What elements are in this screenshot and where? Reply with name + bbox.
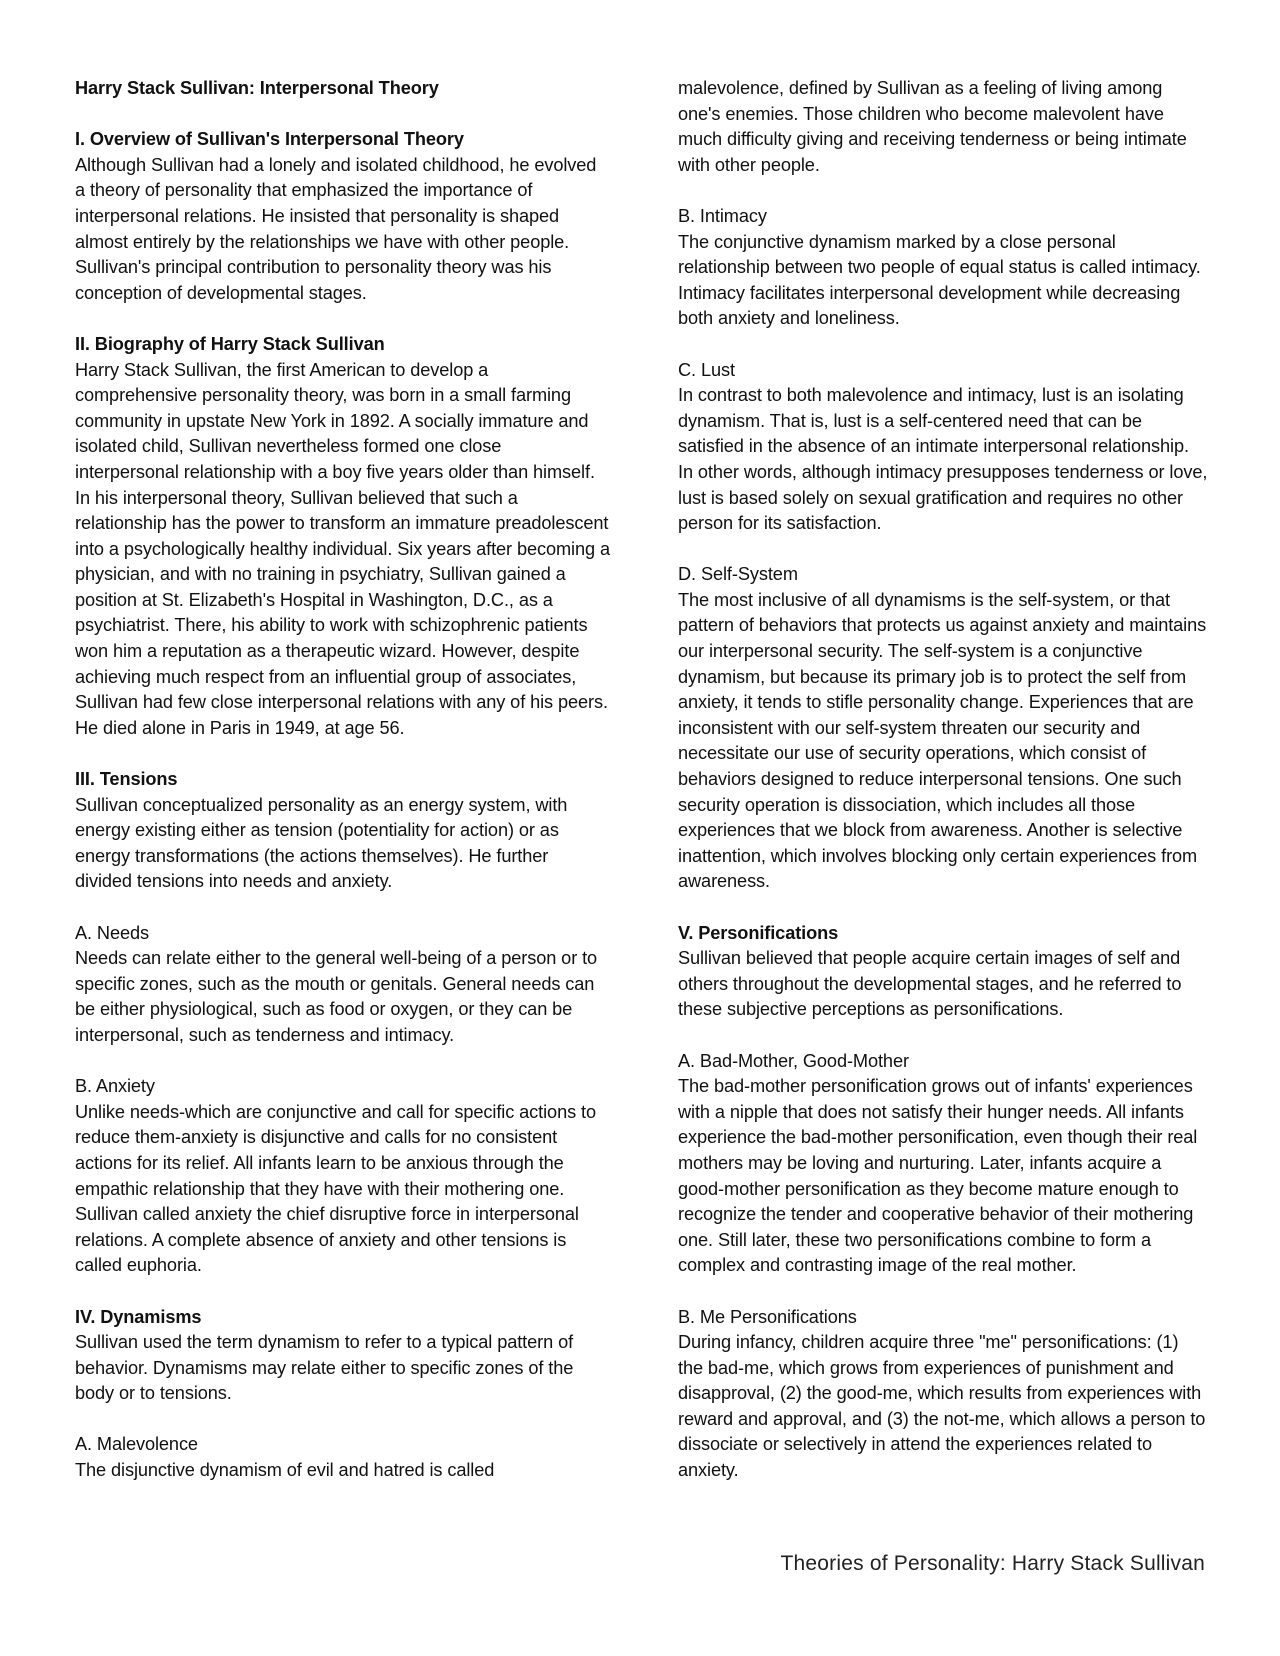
subsection-heading: B. Intimacy bbox=[678, 205, 767, 226]
section-overview bbox=[75, 127, 610, 306]
subsection-heading: D. Self-System bbox=[678, 564, 798, 585]
section-text: Although Sullivan had a lonely and isolated childhood, he evolved a theory of personality that emphasized the importance of interpersonal relations. He insisted that personality is shaped almost entirely by the relationships we have with other people. Sullivan's principal contribution to personality theory was his conception of developmental stages. bbox=[75, 154, 597, 303]
section-text: Sullivan believed that people acquire certain images of self and others throughout the developmental stages, and he referred to these subjective perceptions as personifications. bbox=[678, 948, 1182, 1020]
section-heading: IV. Dynamisms bbox=[75, 1306, 202, 1327]
subsection-anxiety bbox=[75, 1074, 610, 1279]
page-footer: Theories of Personality: Harry Stack Sullivan bbox=[780, 1552, 1205, 1575]
subsection-heading: B. Anxiety bbox=[75, 1076, 155, 1097]
section-text: Sullivan conceptualized personality as an energy system, with energy existing either as tension (potentiality for action) or as energy transformations (the actions themselves). He further divided tensions into needs and anxiety. bbox=[75, 794, 568, 892]
document-title: Harry Stack Sullivan: Interpersonal Theory bbox=[75, 78, 439, 98]
right-column bbox=[678, 76, 1208, 1509]
subsection-heading: A. Malevolence bbox=[75, 1434, 198, 1455]
section-text: During infancy, children acquire three "me" personifications: (1) the bad-me, which grows from experiences of punishment and disapproval, (2) the good-me, which results from experiences with reward and approval, and (3) the not-me, which allows a person to dissociate or selectively in attend the experiences related to anxiety. bbox=[678, 1332, 1206, 1481]
section-heading: II. Biography of Harry Stack Sullivan bbox=[75, 333, 385, 354]
subsection-lust bbox=[678, 358, 1208, 537]
section-text: Sullivan used the term dynamism to refer to a typical pattern of behavior. Dynamisms may relate either to specific zones of the body or to tensions. bbox=[75, 1332, 574, 1404]
section-heading: I. Overview of Sullivan's Interpersonal Theory bbox=[75, 129, 464, 150]
subsection-self-system bbox=[678, 562, 1208, 895]
section-text: Needs can relate either to the general well-being of a person or to specific zones, such as the mouth or genitals. General needs can be either physiological, such as food or oxygen, or they can be interpersonal, such as tenderness and intimacy. bbox=[75, 948, 598, 1045]
section-text: The disjunctive dynamism of evil and hatred is called bbox=[75, 1460, 495, 1481]
section-heading: III. Tensions bbox=[75, 769, 178, 790]
section-personifications bbox=[678, 921, 1208, 1023]
section-biography bbox=[75, 332, 610, 742]
section-dynamisms bbox=[75, 1305, 610, 1407]
subsection-malevolence-continued bbox=[678, 76, 1208, 178]
subsection-heading: A. Bad-Mother, Good-Mother bbox=[678, 1050, 909, 1071]
subsection-intimacy bbox=[678, 204, 1208, 332]
section-heading: V. Personifications bbox=[678, 922, 839, 943]
section-text: malevolence, defined by Sullivan as a feeling of living among one's enemies. Those children who become malevolent have much difficulty giving and receiving tenderness or being intimate with other people. bbox=[678, 78, 1187, 175]
subsection-heading: B. Me Personifications bbox=[678, 1306, 857, 1327]
subsection-malevolence bbox=[75, 1432, 610, 1483]
subsection-me-personifications bbox=[678, 1305, 1208, 1484]
section-text: The conjunctive dynamism marked by a close personal relationship between two people of equal status is called intimacy. Intimacy facilitates interpersonal development while decreasing both anxiety and loneliness. bbox=[678, 231, 1201, 329]
subsection-bad-good-mother bbox=[678, 1049, 1208, 1279]
section-text: Unlike needs-which are conjunctive and call for specific actions to reduce them-anxiety is disjunctive and calls for no consistent actions for its relief. All infants learn to be anxious through the empathic relationship that they have with their mothering one. Sullivan called anxiety the chief disruptive force in interpersonal relations. A complete absence of anxiety and other tensions is called euphoria. bbox=[75, 1101, 597, 1276]
section-text: The bad-mother personification grows out of infants' experiences with a nipple that does not satisfy their hunger needs. All infants experience the bad-mother personification, even though their real mothers may be loving and nurturing. Later, infants acquire a good-mother personification as they become mature enough to recognize the tender and cooperative behavior of their mothering one. Still later, these two personifications combine to form a complex and contrasting image of the real mother. bbox=[678, 1076, 1198, 1276]
subsection-needs bbox=[75, 921, 610, 1049]
section-text: In contrast to both malevolence and intimacy, lust is an isolating dynamism. That is, lust is a self-centered need that can be satisfied in the absence of an intimate interpersonal relationship. In other words, although intimacy presupposes tenderness or love, lust is based solely on sexual gratification and requires no other person for its satisfaction. bbox=[678, 385, 1208, 534]
section-text: The most inclusive of all dynamisms is the self-system, or that pattern of behaviors that protects us against anxiety and maintains our interpersonal security. The self-system is a conjunctive dynamism, but because its primary job is to protect the self from anxiety, it tends to stifle personality change. Experiences that are inconsistent with our self-system threaten our security and necessitate our use of security operations, which consist of behaviors designed to reduce interpersonal tensions. One such security operation is dissociation, which includes all those experiences that we block from awareness. Another is selective inattention, which involves blocking only certain experiences from awareness. bbox=[678, 589, 1207, 892]
left-column bbox=[75, 76, 610, 1509]
section-text: Harry Stack Sullivan, the first American to develop a comprehensive personality theory, was born in a small farming community in upstate New York in 1892. A socially immature and isolated child, Sullivan nevertheless formed one close interpersonal relationship with a boy five years older than himself. In his interpersonal theory, Sullivan believed that such a relationship has the power to transform an immature preadolescent into a psychologically healthy individual. Six years after becoming a physician, and with no training in psychiatry, Sullivan gained a position at St. Elizabeth's Hospital in Washington, D.C., as a psychiatrist. There, his ability to work with schizophrenic patients won him a reputation as a therapeutic wizard. However, despite achieving much respect from an influential group of associates, Sullivan had few close interpersonal relations with any of his peers. He died alone in Paris in 1949, at age 56. bbox=[75, 359, 610, 738]
subsection-heading: A. Needs bbox=[75, 922, 150, 943]
subsection-heading: C. Lust bbox=[678, 359, 735, 380]
section-tensions bbox=[75, 767, 610, 895]
